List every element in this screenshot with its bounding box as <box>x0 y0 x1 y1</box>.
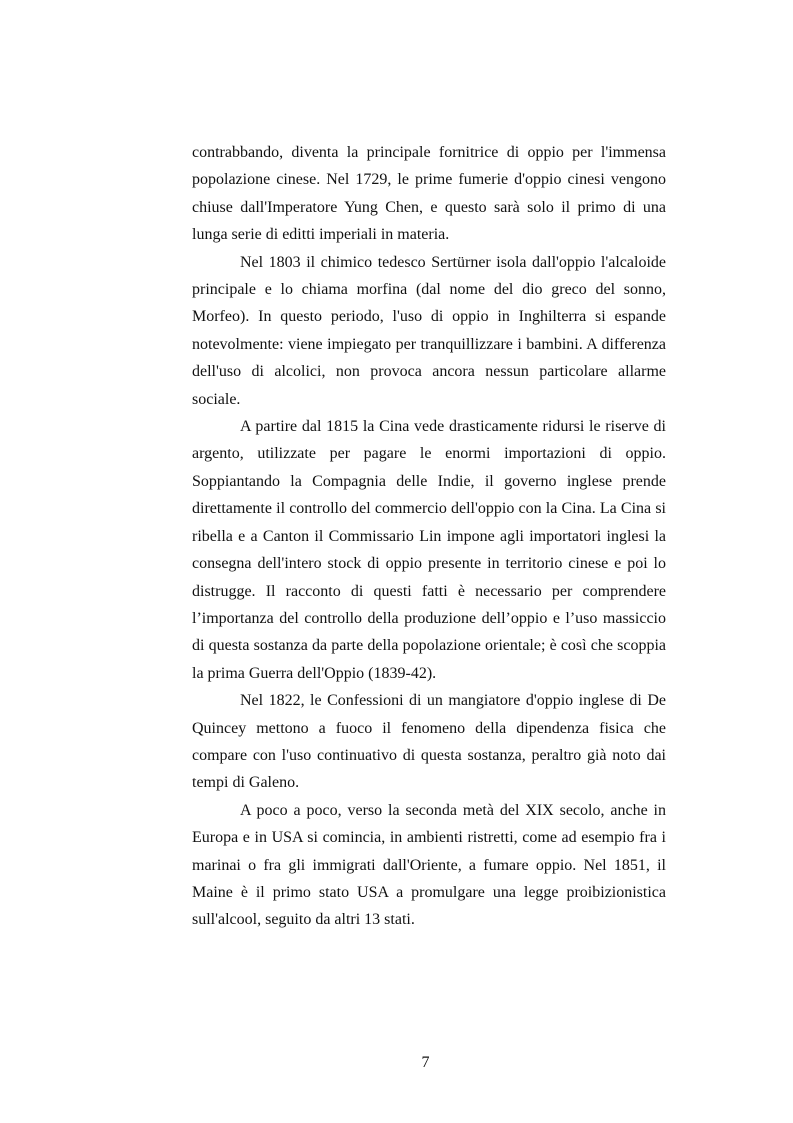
paragraph-line: sull'alcool, seguito da altri 13 stati. <box>192 911 415 929</box>
paragraph-line: compare con l'uso continuativo di questa sostanza, peraltro già noto dai <box>192 746 666 764</box>
paragraph-line: Nel 1803 il chimico tedesco Sertürner isola dall'oppio l'alcaloide <box>240 253 666 271</box>
paragraph-line: Nel 1822, le Confessioni di un mangiatore d'oppio inglese di De <box>240 692 666 710</box>
paragraph-line: distrugge. Il racconto di questi fatti è necessario per comprendere <box>192 582 666 600</box>
paragraph-line: popolazione cinese. Nel 1729, le prime fumerie d'oppio cinesi vengono <box>192 171 666 189</box>
paragraph-line: dell'uso di alcolici, non provoca ancora nessun particolare allarme <box>192 363 666 381</box>
paragraph-line: argento, utilizzate per pagare le enormi importazioni di oppio. <box>192 445 666 463</box>
paragraph-line: Maine è il primo stato USA a promulgare una legge proibizionistica <box>192 883 666 901</box>
paragraph-line: notevolmente: viene impiegato per tranquillizzare i bambini. A differenza <box>192 335 666 353</box>
paragraph-line: chiuse dall'Imperatore Yung Chen, e questo sarà solo il primo di una <box>192 198 666 216</box>
paragraph-line: Quincey mettono a fuoco il fenomeno della dipendenza fisica che <box>192 719 666 737</box>
page-number: 7 <box>421 1054 430 1071</box>
paragraph-line: Morfeo). In questo periodo, l'uso di oppio in Inghilterra si espande <box>192 308 666 326</box>
paragraph-line: lunga serie di editti imperiali in materia. <box>192 226 450 244</box>
paragraph-line: Soppiantando la Compagnia delle Indie, il governo inglese prende <box>192 472 666 490</box>
paragraph-line: A poco a poco, verso la seconda metà del XIX secolo, anche in <box>240 801 666 819</box>
paragraph-line: la prima Guerra dell'Oppio (1839-42). <box>192 664 437 682</box>
paragraph-line: consegna dell'intero stock di oppio presente in territorio cinese e poi lo <box>192 555 666 573</box>
paragraph-line: direttamente il controllo del commercio dell'oppio con la Cina. La Cina si <box>192 500 666 518</box>
document-body <box>192 139 666 934</box>
paragraph-line: contrabbando, diventa la principale fornitrice di oppio per l'immensa <box>192 144 666 161</box>
paragraph-line: principale e lo chiama morfina (dal nome del dio greco del sonno, <box>192 281 666 299</box>
paragraph-line: ribella e a Canton il Commissario Lin impone agli importatori inglesi la <box>192 527 666 545</box>
paragraph-line: di questa sostanza da parte della popolazione orientale; è così che scoppia <box>192 637 666 655</box>
paragraph-line: Europa e in USA si comincia, in ambienti ristretti, come ad esempio fra i <box>192 829 666 847</box>
paragraph-line: l’importanza del controllo della produzione dell’oppio e l’uso massiccio <box>192 609 666 627</box>
paragraph-line: sociale. <box>192 390 241 408</box>
paragraph-line: tempi di Galeno. <box>192 774 300 792</box>
paragraph-line: A partire dal 1815 la Cina vede drasticamente ridursi le riserve di <box>240 418 666 436</box>
paragraph-line: marinai o fra gli immigrati dall'Oriente, a fumare oppio. Nel 1851, il <box>192 856 666 874</box>
